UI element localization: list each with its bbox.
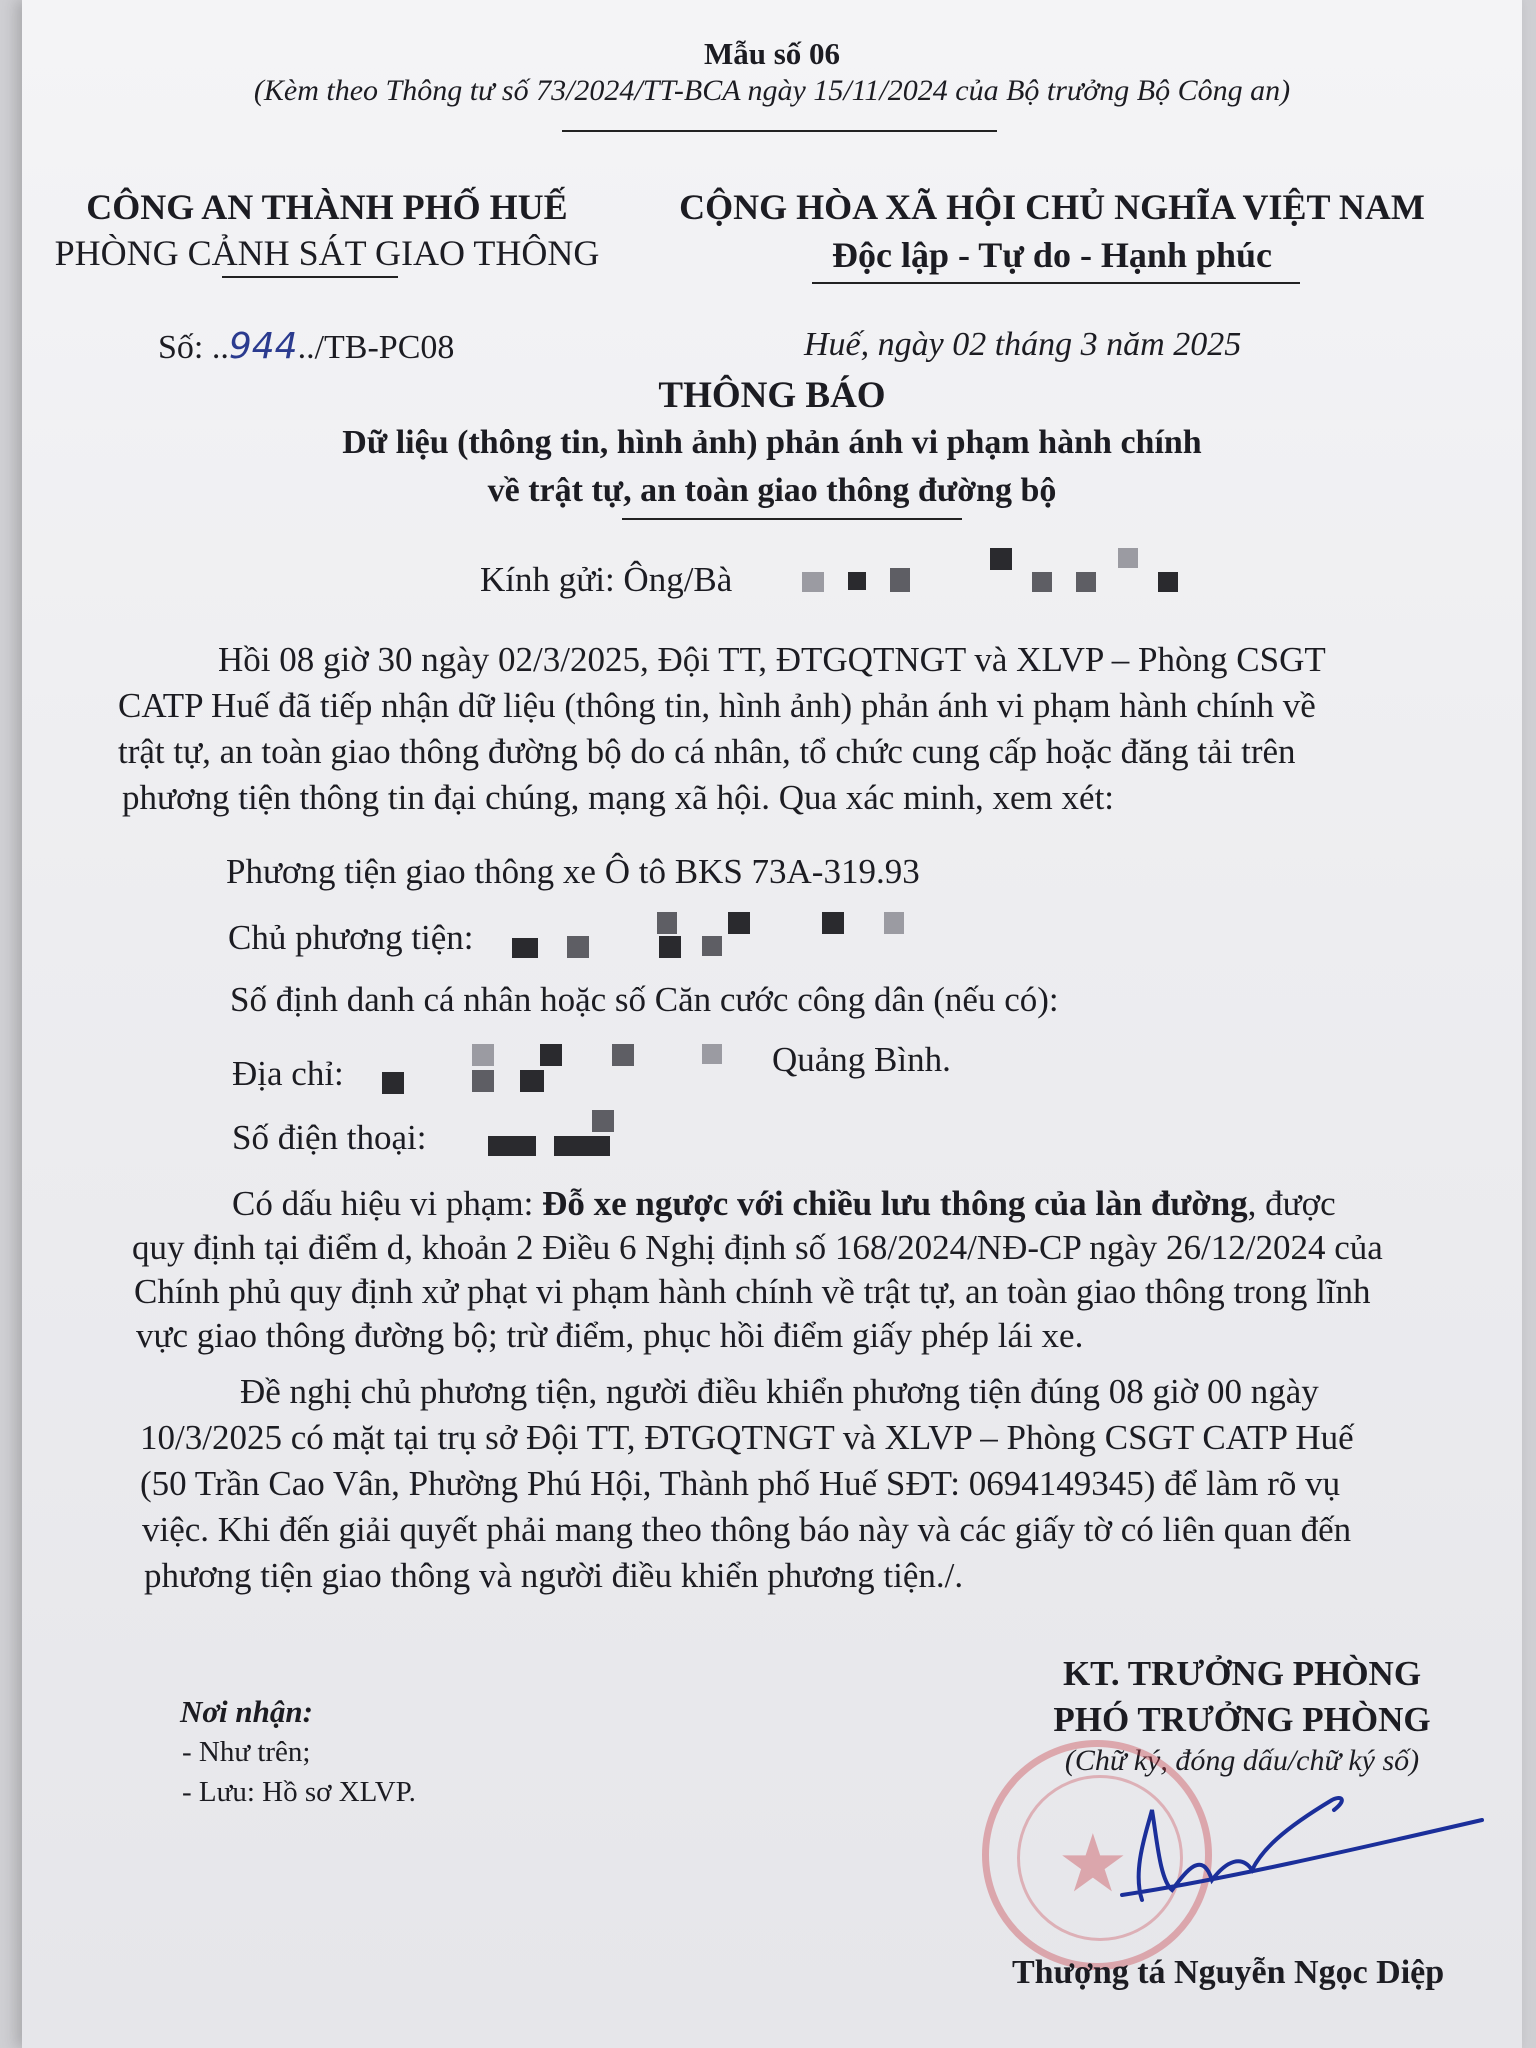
form-attachment: (Kèm theo Thông tư số 73/2024/TT-BCA ngày 15/11/2024 của Bộ trưởng Bộ Công an) (253, 74, 1291, 107)
handwritten-signature (1102, 1770, 1502, 1920)
subtitle-underline (622, 518, 962, 520)
signature-line2: PHÓ TRƯỞNG PHÒNG (1053, 1700, 1431, 1739)
violation-description: Đỗ xe ngược với chiều lưu thông của làn đường (542, 1184, 1248, 1223)
doc-number-suffix: ../TB-PC08 (297, 329, 455, 366)
violation-line1 (232, 1184, 1336, 1224)
subtitle-line1: Dữ liệu (thông tin, hình ảnh) phản ánh vi phạm hành chính (342, 424, 1202, 461)
doc-number-handwritten: 944 (228, 326, 298, 367)
subtitle-line2: về trật tự, an toàn giao thông đường bộ (487, 472, 1057, 509)
document-title: THÔNG BÁO (658, 375, 886, 416)
violation-line4: vực giao thông đường bộ; trừ điểm, phục hồi điểm giấy phép lái xe. (136, 1316, 1084, 1355)
owner-label: Chủ phương tiện: (228, 918, 474, 957)
violation-suffix: , được (1247, 1184, 1336, 1223)
national-underline (812, 282, 1300, 284)
request-line5: phương tiện giao thông và người điều khiển phương tiện./. (144, 1556, 964, 1595)
vehicle-info: Phương tiện giao thông xe Ô tô BKS 73A-319.93 (226, 852, 920, 891)
violation-line2: quy định tại điểm d, khoản 2 Điều 6 Nghị định số 168/2024/NĐ-CP ngày 26/12/2024 của (132, 1228, 1383, 1267)
address-label: Địa chỉ: (232, 1054, 344, 1093)
phone-label: Số điện thoại: (232, 1118, 427, 1157)
intro-line4: phương tiện thông tin đại chúng, mạng xã hội. Qua xác minh, xem xét: (122, 778, 1115, 817)
recipients-item-1: - Như trên; (182, 1736, 311, 1768)
header-divider (562, 130, 997, 132)
document-page (22, 0, 1522, 2048)
official-seal-stamp: ★ (982, 1740, 1212, 1970)
document-number (158, 326, 454, 367)
intro-line3: trật tự, an toàn giao thông đường bộ do cá nhân, tổ chức cung cấp hoặc đăng tải trên (118, 732, 1296, 771)
intro-line2: CATP Huế đã tiếp nhận dữ liệu (thông tin, hình ảnh) phản ánh vi phạm hành chính về (118, 686, 1316, 725)
id-label: Số định danh cá nhân hoặc số Căn cước công dân (nếu có): (230, 980, 1059, 1019)
violation-line3: Chính phủ quy định xử phạt vi phạm hành chính về trật tự, an toàn giao thông trong lĩnh (134, 1272, 1371, 1311)
request-line2: 10/3/2025 có mặt tại trụ sở Đội TT, ĐTGQTNGT và XLVP – Phòng CSGT CATP Huế (140, 1418, 1354, 1457)
violation-prefix: Có dấu hiệu vi phạm: (232, 1184, 543, 1223)
request-line1: Đề nghị chủ phương tiện, người điều khiển phương tiện đúng 08 giờ 00 ngày (240, 1372, 1319, 1411)
intro-line1: Hồi 08 giờ 30 ngày 02/3/2025, Đội TT, ĐTGQTNGT và XLVP – Phòng CSGT (218, 640, 1326, 679)
agency-line1: CÔNG AN THÀNH PHỐ HUẾ (86, 187, 568, 227)
signature-line1: KT. TRƯỞNG PHÒNG (1062, 1654, 1422, 1693)
national-line2: Độc lập - Tự do - Hạnh phúc (831, 235, 1273, 275)
agency-underline (222, 276, 398, 278)
form-number: Mẫu số 06 (703, 36, 841, 71)
signer-name: Thượng tá Nguyễn Ngọc Diệp (1012, 1954, 1445, 1991)
recipient-label: Kính gửi: Ông/Bà (480, 560, 733, 599)
signature-note: (Chữ ký, đóng dấu/chữ ký số) (1064, 1744, 1420, 1777)
place-date: Huế, ngày 02 tháng 3 năm 2025 (804, 326, 1242, 363)
request-line4: việc. Khi đến giải quyết phải mang theo thông báo này và các giấy tờ có liên quan đến (142, 1510, 1352, 1549)
recipients-item-2: - Lưu: Hồ sơ XLVP. (182, 1776, 416, 1808)
request-line3: (50 Trần Cao Vân, Phường Phú Hội, Thành phố Huế SĐT: 0694149345) để làm rõ vụ (140, 1464, 1341, 1503)
doc-number-prefix: Số: .. (158, 329, 229, 366)
agency-line2: PHÒNG CẢNH SÁT GIAO THÔNG (54, 233, 600, 273)
national-line1: CỘNG HÒA XÃ HỘI CHỦ NGHĨA VIỆT NAM (679, 187, 1425, 227)
address-tail: Quảng Bình. (772, 1040, 951, 1079)
recipients-heading: Nơi nhận: (180, 1694, 313, 1729)
